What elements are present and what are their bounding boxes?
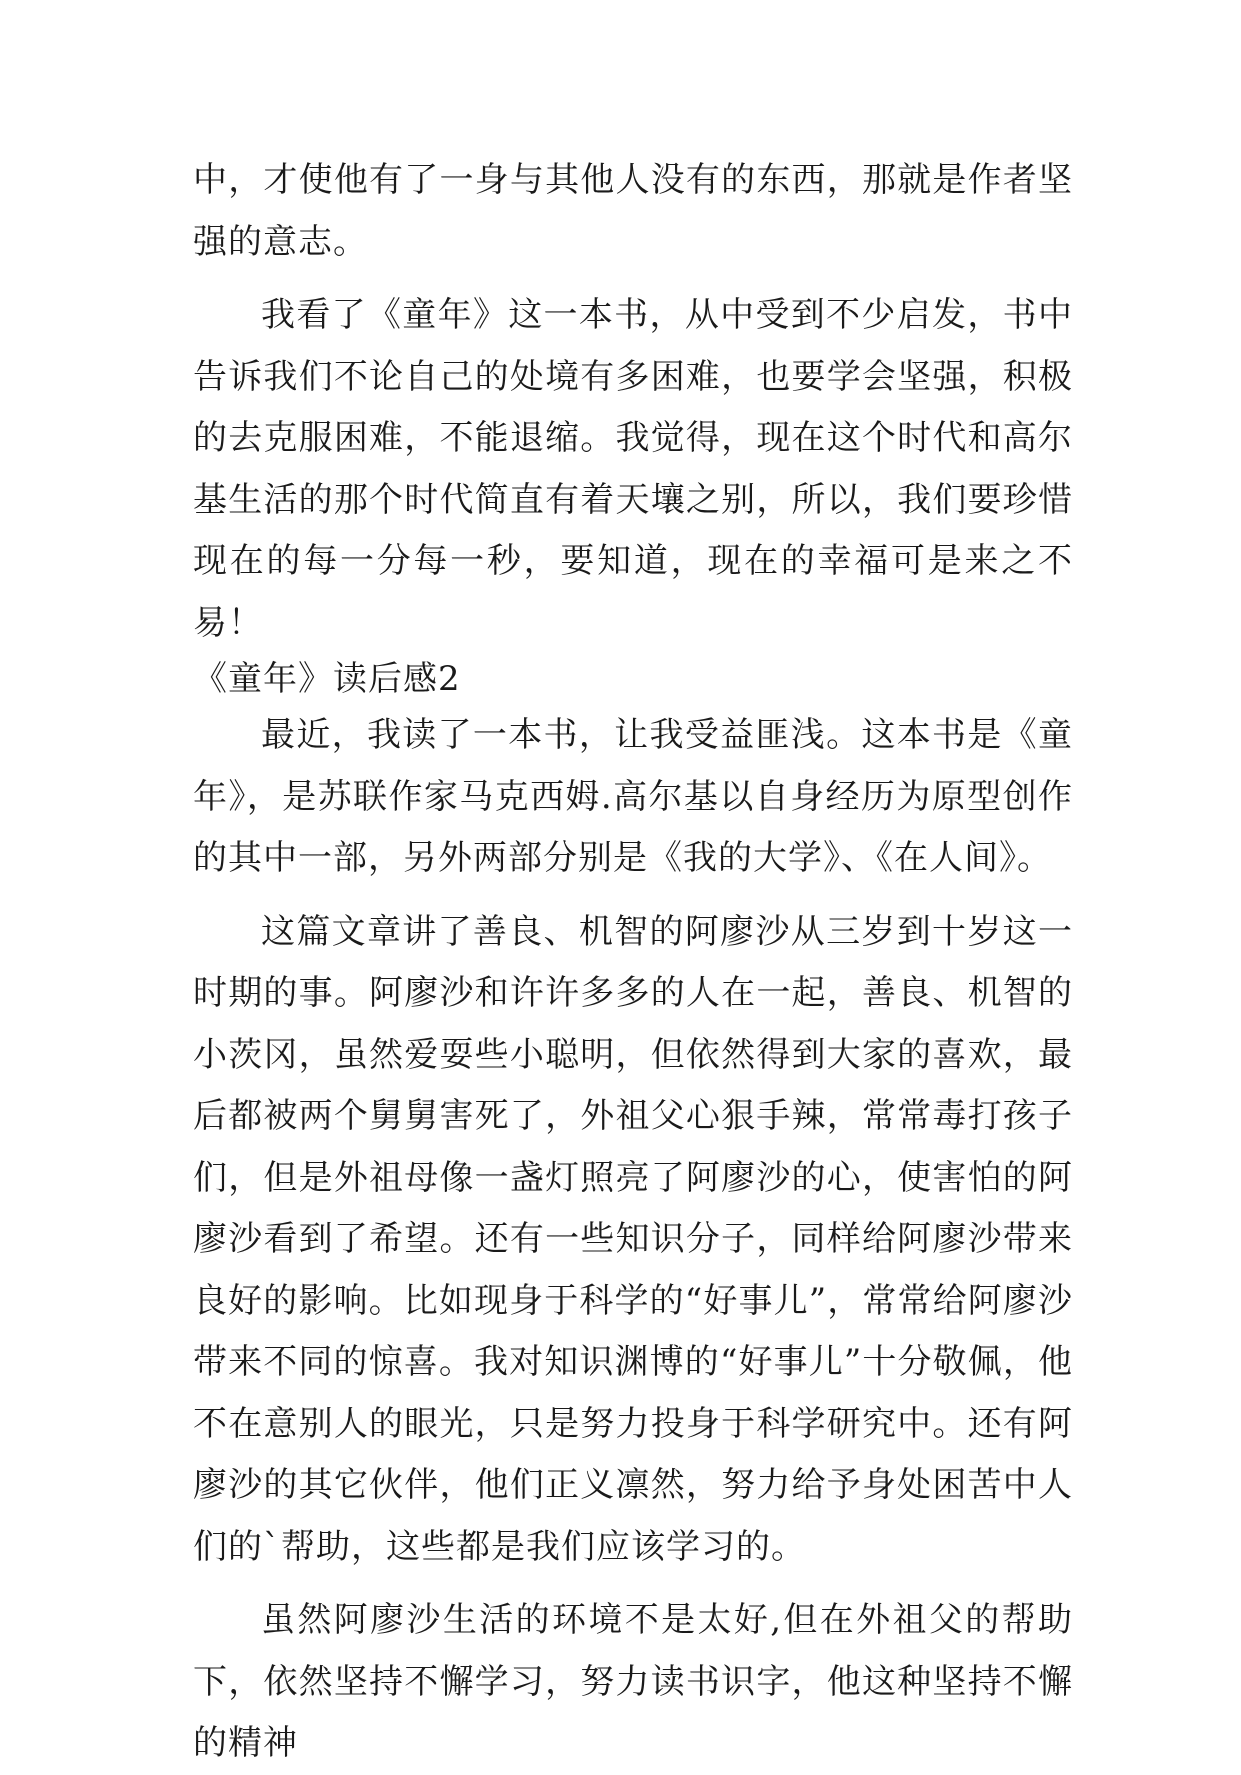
document-page — [193, 150, 1073, 1775]
paragraph-continuation: 中，才使他有了一身与其他人没有的东西，那就是作者坚强的意志。 — [193, 160, 1073, 262]
section-heading: 《童年》读后感2 — [193, 659, 461, 699]
paragraph-perseverance: 虽然阿廖沙生活的环境不是太好,但在外祖父的帮助下，依然坚持不懈学习，努力读书识字，他这种坚持不懈的精神 — [193, 1600, 1073, 1763]
paragraph-intro: 最近，我读了一本书，让我受益匪浅。这本书是《童年》，是苏联作家马克西姆.高尔基以自身经历为原型创作的其中一部，另外两部分别是《我的大学》、《在人间》。 — [193, 715, 1073, 878]
paragraph-reflection: 我看了《童年》这一本书，从中受到不少启发，书中告诉我们不论自己的处境有多困难，也要学会坚强，积极的去克服困难，不能退缩。我觉得，现在这个时代和高尔基生活的那个时代简直有着天壤之别，所以，我们要珍惜现在的每一分每一秒，要知道，现在的幸福可是来之不易！ — [193, 295, 1073, 643]
paragraph-story-summary: 这篇文章讲了善良、机智的阿廖沙从三岁到十岁这一时期的事。阿廖沙和许许多多的人在一起，善良、机智的小茨冈，虽然爱耍些小聪明，但依然得到大家的喜欢，最后都被两个舅舅害死了，外祖父心狠手辣，常常毒打孩子们，但是外祖母像一盏灯照亮了阿廖沙的心，使害怕的阿廖沙看到了希望。还有一些知识分子，同样给阿廖沙带来良好的影响。比如现身于科学的“好事儿”，常常给阿廖沙带来不同的惊喜。我对知识渊博的“好事儿”十分敬佩，他不在意别人的眼光，只是努力投身于科学研究中。还有阿廖沙的其它伙伴，他们正义凛然，努力给予身处困苦中人们的`帮助，这些都是我们应该学习的。 — [193, 911, 1073, 1567]
